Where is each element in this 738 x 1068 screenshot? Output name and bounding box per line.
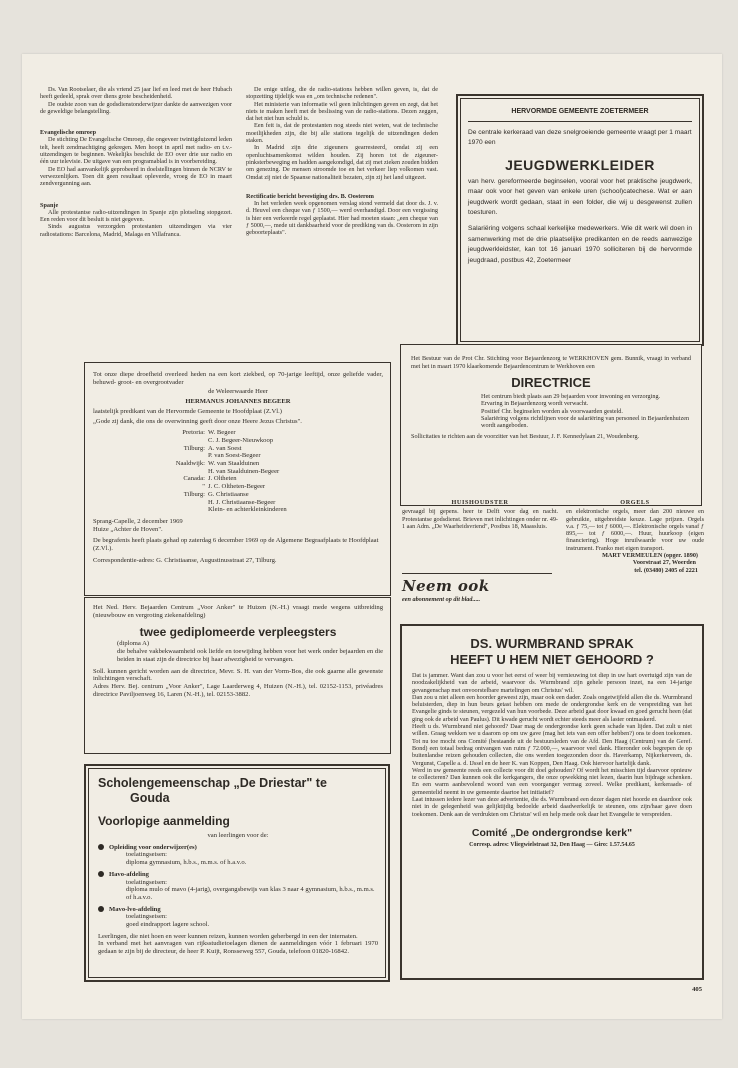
paragraph: Het ministerie van informatie wil geen inlichtingen geven en zegt, dat het niets te maken heeft met de beslissing van de radio-stations. Dezen zeggen, dat het niet hun schuld is. [246,100,438,123]
ad-werkhoven [400,344,702,506]
ad-body: gevraagd bij gepens. heer te Delft voor dag en nacht. Protestantse godsdienst. Brieven met inlichtingen onder nr. 49-1 aan Adm. „De Waarheidsvriend", Postbus 18, Maassluis. [402,508,558,530]
signer-place [93,468,208,476]
ad-title: JEUGDWERKLEIDER [505,156,655,173]
paragraph: De stichting De Evangelische Omroep, die ongeveer twintigduizend leden telt, heeft zendmachtiging gekregen. Men hoopt in april met radio- en t.v.-uitzendingen te beginnen. Wekelijks beschikt de EO over drie uur radio en één uur televisie. De uitgave van een programablad is in voorbereiding. [40,136,232,166]
ad-body: Dat is jammer. Want dan zou u voor het eerst of weer bij vernieuwing tot diep in uw hart overtuigd zijn van de noodzakelijkheid van de arbeid, waarvoor ds. Wurmbrand zijn gehele persoon inzet, na een 14-jarige gevangenschap met onvoorstelbare martelingen om Christus' wil. [412,672,692,694]
signer-place: Naaldwijk: [175,460,205,468]
signer-row [93,491,383,499]
ad-address: Corresp. adres: Vliegwielstraat 32, Den Haag — Giro: 1.57.54.65 [469,841,635,848]
program-label: toelatingseisen: [126,851,168,859]
ad-title: HEEFT U HEM NIET GEHOORD ? [450,652,654,667]
ad-title: Scholengemeenschap „De Driestar" te [98,776,327,790]
section-heading: Rectificatie bericht bevestiging drs. B. Oosterom [246,192,374,200]
signer-name: H. J. Christiaanse-Begeer [208,498,276,506]
ad-title: DS. WURMBRAND SPRAK [470,636,634,651]
signer-row [93,460,383,468]
ad-body: Laat intussen iedere lezer van deze advertentie, die ds. Wurmbrand een dezer dagen niet hoorde en daardoor ook niet in de gelegenheid was gelijktijdig bedoelde arbeid daadwerkelijk te steunen, ons zijn/haar gave doen toekomen. Denk aan de verdrukten om Christus' wil en help mede ook daar het Evangelie te verspreiden. [412,796,692,818]
signer-place: Canada: [183,475,205,483]
signer-row [93,475,383,483]
ad-body: Het centrum biedt plaats aan 29 bejaarden voor inwoning en verzorging. [481,393,661,400]
signer-name: J. C. Oltheten-Begeer [208,483,266,491]
ad-title: DIRECTRICE [511,375,591,390]
signer-row [93,499,383,507]
ad-orgels [566,499,704,574]
ad-tel: tel. (03480) 2405 of 2221 [634,566,698,574]
signer-row [93,445,383,453]
obituary-quote: „Gode zij dank, die ons de overwinning geeft door onze Heere Jezus Christus". [93,417,302,425]
program-heading: Havo-afdeling [98,871,378,879]
program-heading: Mavo-lvo-afdeling [98,906,378,914]
ad-voor-anker [84,597,391,754]
ad-huishoudster [402,499,558,530]
ad-zoetermeer [456,94,704,346]
paragraph: De oudste zoon van de godsdienstonderwijzer dankte de aanwezigen voor de geweldige belangstelling. [40,100,232,115]
signer-row [93,468,383,476]
program-list [98,844,378,929]
program-detail: diploma mulo of mavo (4-jarig), overgangsbewijs van klas 3 naar 4 gymnasium, h.b.s., m.m.s. of h.a.v.o. [126,886,375,901]
ad-comite: Comité „De ondergrondse kerk" [471,826,633,839]
neem-ook-promo [402,573,552,603]
section-heading: Evangelische omroep [40,129,97,137]
obituary-text: laatstelijk predikant van de Hervormde Gemeente te Hoofdplaat (Z.Vl.) [93,407,282,415]
ad-header: HERVORMDE GEMEENTE ZOETERMEER [511,108,649,115]
program-item [98,906,378,929]
ad-body: In verband met het aanvragen van rijksstudietoelagen dienen de aanmeldingen vóór 1 februari 1970 gedaan te zijn bij de directeur, de heer P. Kuijt, Ronsseweg 557, Gouda, telefoon 01820-16842. [98,940,378,956]
ad-subtitle: (diploma A) [117,640,150,648]
ad-title: twee gediplomeerde verpleegsters [139,625,337,640]
signer-name: C. J. Begeer-Nieuwkoop [208,436,274,444]
ad-intro: Het Ned. Herv. Bejaarden Centrum „Voor Anker" te Huizen (N.-H.) vraagt mede wegens uitbreiding (nieuwbouw en vergroting ziekenafdeling) [93,604,383,619]
newspaper-page [22,54,722,1019]
obituary-intro: Tot onze diepe droefheid overleed heden na een kort ziekbed, op 70-jarige leeftijd, onze geliefde vader, behuwd- groot- en overgrootvader [93,371,383,386]
signer-place: Tilburg: [183,444,205,452]
signer-place [93,499,208,507]
signer-place: Pretoria: [182,429,205,437]
promo-title: Neem ook [402,577,490,595]
ad-subtitle: Voorlopige aanmelding [98,814,230,828]
bullet-icon [98,871,104,877]
signer-name: J. Oltheten [208,475,237,483]
paragraph: De EO had aanvankelijk geprobeerd in doelstellingen binnen de NCRV te verwezenlijken. Toen dit geen resultaat opleverde, vroeg de EO in maart zendvergunning aan. [40,165,232,188]
signer-row [93,429,383,437]
promo-subtitle: een abonnement op dit blad..... [402,596,481,603]
ad-body: Werd in uw gemeente reeds een collecte voor dit doel gehouden? Of wordt het misschien tijd daarvoor opnieuw te collecteren? Dan kunnen ook die kerkgangers, die onze opwekking niet lezen, daarin hun bijdrage schenken. En een warm aanbevolend woord van een voorganger vermag zoveel. Welke predikant, kerkeraads- of gemeentelid neemt in uw gemeente daartoe het initiatief? [412,766,692,796]
signer-name: P. van Soest-Begeer [208,452,261,460]
signer-place [93,452,208,460]
program-item [98,844,378,867]
ad-header: HUISHOUDSTER [451,499,509,506]
ad-body: Ervaring in Bejaardenzorg wordt verwacht. [481,400,589,408]
signer-row [93,437,383,445]
ad-body: Positief Chr. beginselen worden als voorwaarden gesteld. [481,407,623,415]
signer-row [93,506,383,514]
ad-body: en elektronische orgels, meer dan 200 nieuwe en gebruikte, uitgebreidste keuze. Lage prijzen. Orgels v.a. ƒ 75,— tot ƒ 6000,—. Elektronische orgels vanaf ƒ 895,— tot ƒ 6000,—. Huur, huurkoop (eigen financiering). Hoge inruilwaarde voor uw oude instrument. Franko met eigen transport. [566,508,704,552]
ad-body: Heeft u ds. Wurmbrand niet gehoord? Daar mag de ondergrondse kerk geen schade van lijden. Dat zult u niet willen. Graag wekken we u daarom op om uw gave (mag het iets van een offer hebben?) ons te doen toekomen. Tot nu toe mocht ons Comité (bestaande uit de bestuursleden van de Afd. Den Haag (Centrum) van de Geref. Bond) een totaal bedrag ontvangen van ruim ƒ 72.000,—, waarvoor veel dank. Hieronder ook begrepen de op buitenlandse reizen gehouden collecten, die ons werden toegezonden door ds. Haverkamp, Nijkerkerveen, ds. Vergunst, Capelle a. d. IJssel en de heer K. van Koppen, Den Haag. Ook hiervoor hartelijk dank. [412,723,692,767]
signer-name: A. van Soest [208,444,242,452]
program-label: toelatingseisen: [126,878,168,886]
article-column-2 [246,86,438,237]
page-number: 405 [692,986,702,993]
obituary-funeral: De begrafenis heeft plaats gehad op zaterdag 6 december 1969 op de Algemene Begraafplaats te Hoofdplaat (Z.Vl.). [93,537,379,553]
paragraph: De enige uitleg, die de radio-stations hebben willen geven, is, dat de stopzetting tijdelijk was en „om technische redenen". [246,86,438,101]
obituary-title: de Weleerwaarde Heer [208,388,268,396]
ad-intro: De centrale kerkeraad van deze snelgroeiende gemeente vraagt per 1 maart 1970 een [468,128,692,146]
program-heading: Opleiding voor onderwijzer(es) [98,844,378,852]
obituary-house: Huize „Achter de Hoven". [93,525,163,533]
signer-name: Klein- en achterkleinkinderen [208,506,287,514]
obituary-place-date: Sprang-Capelle, 2 december 1969 [93,517,183,525]
signer-row [93,452,383,460]
ad-driestar [84,764,390,982]
obituary-address: Correspondentie-adres: G. Christiaanse, Augustinusstraat 27, Tilburg. [93,556,277,564]
ad-address: Voorstraat 27, Woerden [632,559,696,567]
article-column-1 [40,86,232,238]
paragraph: Alle protestantse radio-uitzendingen in Spanje zijn plotseling stopgezet. Een reden voor dit besluit is niet gegeven. [40,208,232,224]
ad-body: Soll. kunnen gericht worden aan de directrice, Mevr. S. H. van der Vorm-Bos, die ook gaarne alle gewenste inlichtingen verschaft. [93,667,383,683]
signer-place: Tilburg: [183,490,205,498]
bullet-icon [98,844,104,850]
signer-name: W. Begeer [208,429,236,437]
signer-name: W. van Staalduinen [208,460,260,468]
signers-list [93,429,383,514]
ad-header: ORGELS [620,499,650,506]
section-heading: Spanje [40,201,59,209]
paragraph: Ds. Van Rootselaer, die als vriend 25 jaar lief en leed met de heer Hubach heeft gedeeld, sprak over diens grote bescheidenheid. [40,86,232,101]
ad-intro: van leerlingen voor de: [207,832,269,839]
ad-body: Dan zou u niet alleen een hoorder geweest zijn, maar ook een dader. Zoals ongetwijfeld allen die ds. Wurmbrand beluisterden, diep in hun beurs getast hebben om mede de ondergrondse kerk en de verspreiding van het Evangelie ginds te steunen, vergezeld van hun voorbede. Deze arbeid gaat door kwaad en goed gerucht heen (dat ging ook de arbeid van Paulus). Dit kwade gerucht wordt echter steeds meer als laster ontmaskerd. [412,693,692,723]
ad-body: Sollicitaties te richten aan de voorzitter van het Bestuur, J. F. Kennedylaan 21, Woudenberg. [411,433,640,441]
ad-wurmbrand [400,624,704,980]
bullet-icon [98,906,104,912]
ad-body: Adres Herv. Bej. centrum „Voor Anker", Lage Laarderweg 4, Huizen (N.-H.), tel. 02152-1153, privéadres directrice Paviljoenweg 16, Laren (N.-H.), tel. 02153-3882. [93,682,383,698]
signer-name: H. van Staalduinen-Begeer [208,467,280,475]
paragraph: In het verleden week opgenomen verslag stond vermeld dat door ds. J. v. d. Heuvel een cheque van ƒ 1500,— werd overhandigd. Door een vergissing is hier een verkeerde regel geplaatst. Hier had moeten staan: „een cheque van ƒ 5000,—, mede uit dankbaarheid voor de prediking van ds. Oosterom in zijn geboorteplaats". [246,200,438,237]
program-label: toelatingseisen: [126,913,168,921]
ad-body: Salariëring volgens schaal kerkelijke medewerkers. Wie dit werk wil doen in samenwerking met de drie plaatselijke predikanten en de reeds aanwezige jeugdwerkleidster, kan tot 16 januari 1970 solliciteren bij de hervormde jeugdraad, postbus 42, Zoetermeer [468,225,692,264]
ad-body: Salariëring volgens richtlijnen voor de salariëring van personeel in Bejaardenhuizen wordt aangeboden. [481,414,690,430]
ad-body: die behalve vakbekwaamheid ook liefde en toewijding hebben voor het werk onder bejaarden en die beiden in staat zijn de directrice bij haar afwezigheid te vervangen. [117,648,383,663]
paragraph: In Madrid zijn drie zigeuners gearresteerd, omdat zij een openluchtsamenkomst wilden houden. Zij horen tot de zigeuner-pinksterbeweging en hadden aangekondigd, dat zij met zieken zouden bidden om genezing. De mensen stroomde toe en het verkeer liep volkomen vast. Omdat zij niet de Spaanse nationaliteit bezaten, zijn zij het land uitgezet. [246,144,438,181]
obituary-notice [84,362,391,596]
program-detail: goed eindrapport lagere school. [126,921,210,929]
ad-intro: Het Bestuur van de Prot Chr. Stichting voor Bejaardenzorg te WERKHOVEN gem. Bunnik, vraagt in verband met het in maart 1970 klaarkomende Bejaardencentrum te Werkhoven een [411,355,691,370]
signer-place: " [202,483,205,491]
program-detail: diploma gymnasium, h.b.s., m.m.s. of h.a.v.o. [126,859,247,867]
ad-body: Leerlingen, die niet hoen en weer kunnen reizen, kunnen worden geherbergd in een der internaten. [98,932,358,940]
ad-body: van herv. gereformeerde beginselen, vooral voor het praktische jeugdwerk, maar ook voor het geven van enkele uren (school)catechese. Wat er aan jeugdwerk wordt gedaan, staat in een folder, die wij u desgewenst zullen toesturen. [468,177,692,216]
ad-company: MART VERMEULEN (opger. 1890) [602,552,698,560]
ad-title: Gouda [130,791,170,805]
paragraph: Een feit is, dat de protestanten nog steeds niet weten, wat de technische moeilijkheden zijn, die bij alle stations tegelijk de uitzendingen deden staken. [246,122,438,145]
signer-row [93,483,383,491]
obituary-name: HERMANUS JOHANNES BEGEER [185,398,291,406]
program-item [98,871,378,902]
signer-name: G. Christiaanse [208,490,249,498]
paragraph: Sinds augustus verzorgden protestanten uitzendingen via vier radiostations: Barcelona, Madrid, Malaga en Villafranca. [40,223,232,238]
signer-place [93,437,208,445]
signer-place [93,506,208,514]
